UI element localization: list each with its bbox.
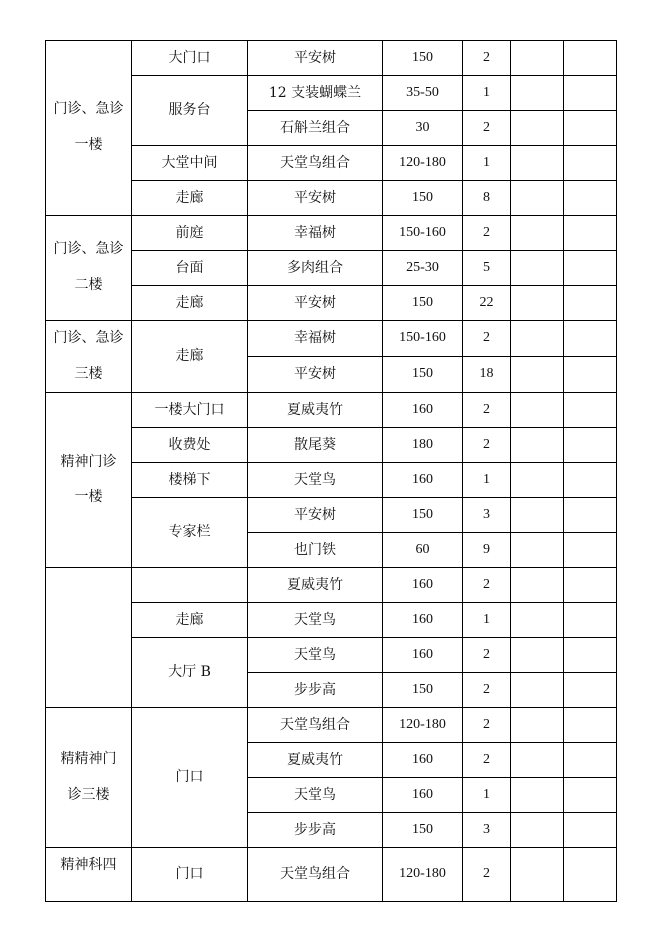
plant-name-cell: 天堂鸟组合 xyxy=(248,848,383,901)
location-cell: 走廊 xyxy=(132,603,248,638)
plant-name-cell: 步步高 xyxy=(248,813,383,848)
height-cell: 160 xyxy=(383,393,463,428)
quantity-cell: 5 xyxy=(463,251,511,286)
quantity-cell: 2 xyxy=(463,568,511,603)
height-cell: 120-180 xyxy=(383,848,463,901)
height-cell: 180 xyxy=(383,428,463,463)
quantity-cell: 2 xyxy=(463,111,511,146)
area-name-line2: 一楼 xyxy=(74,137,103,153)
area-cell xyxy=(46,708,132,848)
table-row xyxy=(46,498,617,533)
table-row xyxy=(46,251,617,286)
height-cell: 160 xyxy=(383,568,463,603)
height-cell: 160 xyxy=(383,638,463,673)
location-cell: 一楼大门口 xyxy=(132,393,248,428)
height-cell: 160 xyxy=(383,743,463,778)
table-row xyxy=(46,321,617,357)
plant-name-cell: 天堂鸟 xyxy=(248,603,383,638)
quantity-cell: 2 xyxy=(463,638,511,673)
plant-name-cell: 夏威夷竹 xyxy=(248,393,383,428)
location-cell: 服务台 xyxy=(132,76,248,146)
empty-cell xyxy=(511,848,564,901)
empty-cell xyxy=(564,673,617,708)
plant-name-cell: 平安树 xyxy=(248,498,383,533)
height-cell: 150-160 xyxy=(383,321,463,357)
location-cell: 走廊 xyxy=(132,321,248,393)
quantity-cell: 22 xyxy=(463,286,511,321)
location-cell: 大门口 xyxy=(132,41,248,76)
area-name-line1: 门诊、急诊 xyxy=(53,241,124,258)
plant-name-cell: 幸福树 xyxy=(248,216,383,251)
table-row xyxy=(46,568,617,603)
table-row xyxy=(46,848,617,901)
quantity-cell: 2 xyxy=(463,673,511,708)
table-row xyxy=(46,76,617,111)
height-cell: 150-160 xyxy=(383,216,463,251)
location-cell xyxy=(132,568,248,603)
quantity-cell: 2 xyxy=(463,216,511,251)
empty-cell xyxy=(564,321,617,357)
quantity-cell: 1 xyxy=(463,463,511,498)
empty-cell xyxy=(564,111,617,146)
plant-name-cell: 天堂鸟组合 xyxy=(248,708,383,743)
area-name-line1: 精神科四 xyxy=(60,857,117,874)
empty-cell xyxy=(511,498,564,533)
table-row xyxy=(46,216,617,251)
plant-name-cell: 平安树 xyxy=(248,181,383,216)
empty-cell xyxy=(564,393,617,428)
empty-cell xyxy=(564,146,617,181)
area-name-line1: 精精神门 xyxy=(60,751,117,768)
location-cell: 大厅 B xyxy=(132,638,248,708)
plant-name-cell: 散尾葵 xyxy=(248,428,383,463)
table-row xyxy=(46,146,617,181)
table-row xyxy=(46,463,617,498)
empty-cell xyxy=(511,357,564,393)
location-cell: 收费处 xyxy=(132,428,248,463)
plant-placement-table xyxy=(45,40,617,902)
area-cell xyxy=(46,216,132,321)
quantity-cell: 2 xyxy=(463,321,511,357)
height-cell: 25-30 xyxy=(383,251,463,286)
empty-cell xyxy=(564,428,617,463)
empty-cell xyxy=(564,216,617,251)
empty-cell xyxy=(564,41,617,76)
quantity-cell: 2 xyxy=(463,393,511,428)
location-cell: 楼梯下 xyxy=(132,463,248,498)
empty-cell xyxy=(511,286,564,321)
empty-cell xyxy=(511,463,564,498)
table-row xyxy=(46,638,617,673)
area-name-line2: 诊三楼 xyxy=(67,786,110,803)
empty-cell xyxy=(511,393,564,428)
empty-cell xyxy=(511,778,564,813)
quantity-cell: 2 xyxy=(463,708,511,743)
empty-cell xyxy=(511,638,564,673)
quantity-cell: 8 xyxy=(463,181,511,216)
area-name-line1: 门诊、急诊 xyxy=(53,330,124,346)
plant-name-cell: 平安树 xyxy=(248,357,383,393)
location-cell: 专家栏 xyxy=(132,498,248,568)
empty-cell xyxy=(564,743,617,778)
empty-cell xyxy=(511,568,564,603)
quantity-cell: 2 xyxy=(463,743,511,778)
empty-cell xyxy=(511,251,564,286)
height-cell: 160 xyxy=(383,603,463,638)
empty-cell xyxy=(564,251,617,286)
height-cell: 150 xyxy=(383,813,463,848)
area-name-line1: 门诊、急诊 xyxy=(53,101,124,118)
height-cell: 150 xyxy=(383,673,463,708)
height-cell: 160 xyxy=(383,463,463,498)
empty-cell xyxy=(511,321,564,357)
empty-cell xyxy=(511,813,564,848)
height-cell: 150 xyxy=(383,181,463,216)
plant-name-cell: 12 支装蝴蝶兰 xyxy=(248,76,383,111)
table-row xyxy=(46,181,617,216)
quantity-cell: 2 xyxy=(463,41,511,76)
height-cell: 30 xyxy=(383,111,463,146)
plant-name-cell: 天堂鸟 xyxy=(248,463,383,498)
quantity-cell: 9 xyxy=(463,533,511,568)
quantity-cell: 18 xyxy=(463,357,511,393)
area-name-line2: 三楼 xyxy=(74,365,103,382)
location-cell: 走廊 xyxy=(132,286,248,321)
plant-name-cell: 幸福树 xyxy=(248,321,383,357)
empty-cell xyxy=(511,708,564,743)
plant-name-cell: 天堂鸟组合 xyxy=(248,146,383,181)
height-cell: 150 xyxy=(383,41,463,76)
table-row xyxy=(46,428,617,463)
empty-cell xyxy=(511,673,564,708)
area-cell xyxy=(46,848,132,901)
area-cell xyxy=(46,321,132,393)
empty-cell xyxy=(564,286,617,321)
empty-cell xyxy=(511,76,564,111)
area-cell xyxy=(46,568,132,708)
table-row xyxy=(46,393,617,428)
height-cell: 120-180 xyxy=(383,146,463,181)
empty-cell xyxy=(511,533,564,568)
plant-name-cell: 石斛兰组合 xyxy=(248,111,383,146)
height-cell: 150 xyxy=(383,498,463,533)
empty-cell xyxy=(564,603,617,638)
table-body xyxy=(46,41,617,902)
plant-name-cell: 步步高 xyxy=(248,673,383,708)
plant-name-cell: 夏威夷竹 xyxy=(248,743,383,778)
quantity-cell: 1 xyxy=(463,778,511,813)
quantity-cell: 3 xyxy=(463,498,511,533)
plant-name-cell: 夏威夷竹 xyxy=(248,568,383,603)
empty-cell xyxy=(511,181,564,216)
empty-cell xyxy=(564,708,617,743)
location-cell: 台面 xyxy=(132,251,248,286)
quantity-cell: 2 xyxy=(463,428,511,463)
height-cell: 160 xyxy=(383,778,463,813)
location-cell: 前庭 xyxy=(132,216,248,251)
empty-cell xyxy=(511,743,564,778)
area-cell xyxy=(46,393,132,568)
empty-cell xyxy=(511,146,564,181)
empty-cell xyxy=(564,813,617,848)
quantity-cell: 2 xyxy=(463,848,511,901)
area-name-line2: 二楼 xyxy=(74,277,103,293)
location-cell: 门口 xyxy=(132,708,248,848)
empty-cell xyxy=(511,111,564,146)
plant-name-cell: 平安树 xyxy=(248,41,383,76)
plant-name-cell: 平安树 xyxy=(248,286,383,321)
empty-cell xyxy=(511,603,564,638)
area-name-line2: 一楼 xyxy=(74,489,103,506)
quantity-cell: 1 xyxy=(463,146,511,181)
empty-cell xyxy=(564,463,617,498)
empty-cell xyxy=(564,778,617,813)
height-cell: 35-50 xyxy=(383,76,463,111)
location-cell: 走廊 xyxy=(132,181,248,216)
table-row xyxy=(46,603,617,638)
quantity-cell: 1 xyxy=(463,603,511,638)
location-cell: 门口 xyxy=(132,848,248,901)
height-cell: 150 xyxy=(383,357,463,393)
height-cell: 120-180 xyxy=(383,708,463,743)
empty-cell xyxy=(564,533,617,568)
empty-cell xyxy=(564,638,617,673)
empty-cell xyxy=(511,216,564,251)
empty-cell xyxy=(564,76,617,111)
table-row xyxy=(46,286,617,321)
location-cell: 大堂中间 xyxy=(132,146,248,181)
empty-cell xyxy=(564,181,617,216)
quantity-cell: 3 xyxy=(463,813,511,848)
plant-name-cell: 天堂鸟 xyxy=(248,778,383,813)
plant-name-cell: 也门铁 xyxy=(248,533,383,568)
height-cell: 60 xyxy=(383,533,463,568)
height-cell: 150 xyxy=(383,286,463,321)
empty-cell xyxy=(564,848,617,901)
empty-cell xyxy=(564,568,617,603)
plant-name-cell: 多肉组合 xyxy=(248,251,383,286)
quantity-cell: 1 xyxy=(463,76,511,111)
empty-cell xyxy=(564,498,617,533)
table-row xyxy=(46,41,617,76)
area-cell xyxy=(46,41,132,216)
empty-cell xyxy=(564,357,617,393)
plant-name-cell: 天堂鸟 xyxy=(248,638,383,673)
empty-cell xyxy=(511,428,564,463)
table-row xyxy=(46,708,617,743)
empty-cell xyxy=(511,41,564,76)
area-name-line1: 精神门诊 xyxy=(60,453,117,470)
